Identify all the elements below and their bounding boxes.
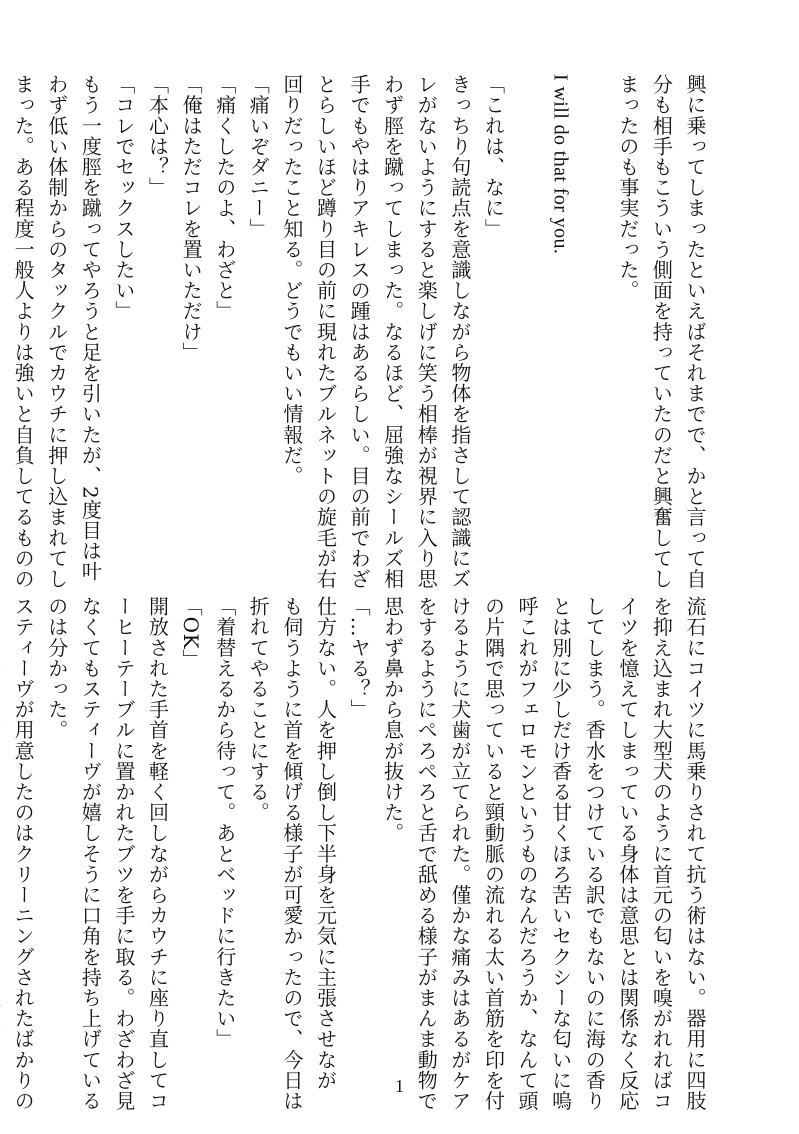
text-line: レがないようにすると楽しげに笑う相棒が視界に入り思 (414, 74, 439, 589)
text-line: 手でもやはりアキレスの踵はあるらしい。目の前でわざ (347, 74, 372, 589)
text-line: の片隅で思っていると頸動脈の流れる太い首筋を印を付 (481, 596, 506, 1111)
text-line: 折れてやることにする。 (246, 596, 271, 823)
text-line: 思わず鼻から息が抜けた。 (380, 596, 405, 844)
text-line: してしまう。香水をつけている訳でもないのに海の香り (582, 596, 607, 1111)
bottom-text-block (11, 596, 711, 1111)
text-line: イツを憶えてしまっている身体は意思とは関係なく反応 (615, 596, 640, 1111)
text-line: スティーヴが用意したのはクリーニングされたばかりの (11, 596, 36, 1111)
text-line: のは分かった。 (44, 596, 69, 741)
text-line: も伺うように首を傾げる様子が可愛かったので、今日は (279, 596, 304, 1111)
text-line: 呼これがフェロモンというものなんだろうか、なんて頭 (515, 596, 540, 1111)
text-line: 興に乗ってしまったといえばそれまでで、かと言って自 (683, 74, 707, 589)
text-line: まったのも事実だった。 (615, 74, 640, 301)
text-line: わず低い体制からのタックルでカウチに押し込まれてし (44, 74, 69, 589)
text-line: 仕方ない。人を押し倒し下半身を元気に主張させなが (313, 596, 338, 1091)
dialogue-line: 「本心は？」 (145, 74, 170, 198)
dialogue-line: 「痛いぞダニー」 (246, 74, 271, 239)
text-line: 流石にコイツに馬乗りされて抗う術はない。器用に四肢 (683, 596, 707, 1111)
dialogue-line: 「これは、なに」 (481, 74, 506, 239)
text-line: とは別に少しだけ香る甘くほろ苦いセクシーな匂いに嗚 (548, 596, 573, 1111)
text-line: をするようにぺろぺろと舌で舐める様子がまんま動物で (414, 596, 439, 1111)
dialogue-line: 「着替えるから待って。あとベッドに行きたい」 (212, 596, 237, 1050)
text-line: とらしいほど蹲り目の前に現れたブルネットの旋毛が右 (313, 74, 338, 589)
text-line: 分も相手もこういう側面を持っていたのだと興奮してし (649, 74, 674, 589)
dialogue-line: 「痛くしたのよ、わざと」 (212, 74, 237, 322)
text-line: きっちり句読点を意識しながら物体を指さして認識にズ (447, 74, 472, 589)
text-line: もう一度脛を蹴ってやろうと足を引いたが、2度目は叶 (78, 74, 103, 582)
dialogue-line: 「…ヤる？」 (347, 596, 372, 720)
text-line: なくてもスティーヴが嬉しそうに口角を持ち上げている (78, 596, 103, 1111)
text-line: ーヒーテーブルに置かれたブツを手に取る。わざわざ見 (111, 596, 136, 1111)
text-line: 回りだったこと知る。どうでもいい情報だ。 (279, 74, 304, 486)
page-number: 1 (395, 1076, 404, 1096)
text-line: を抑え込まれ大型犬のように首元の匂いを嗅がれればコ (649, 596, 674, 1111)
dialogue-line: 「俺はただコレを置いただけ」 (179, 74, 204, 363)
text-line: けるように犬歯が立てられた。僅かな痛みはあるがケア (447, 596, 472, 1111)
text-line: 開放された手首を軽く回しながらカウチに座り直してコ (145, 596, 170, 1111)
top-text-block (11, 74, 711, 589)
text-line (0, 596, 6, 1064)
dialogue-line: 「コレでセックスしたい」 (111, 74, 136, 322)
text-line: わず脛を蹴ってしまった。なるほど、屈強なシールズ相 (380, 74, 405, 589)
dialogue-line: 「OK」 (179, 596, 204, 670)
text-line: まった。ある程度一般人よりは強いと自負してるものの (11, 74, 36, 589)
section-title: I will do that for you. (549, 74, 572, 255)
